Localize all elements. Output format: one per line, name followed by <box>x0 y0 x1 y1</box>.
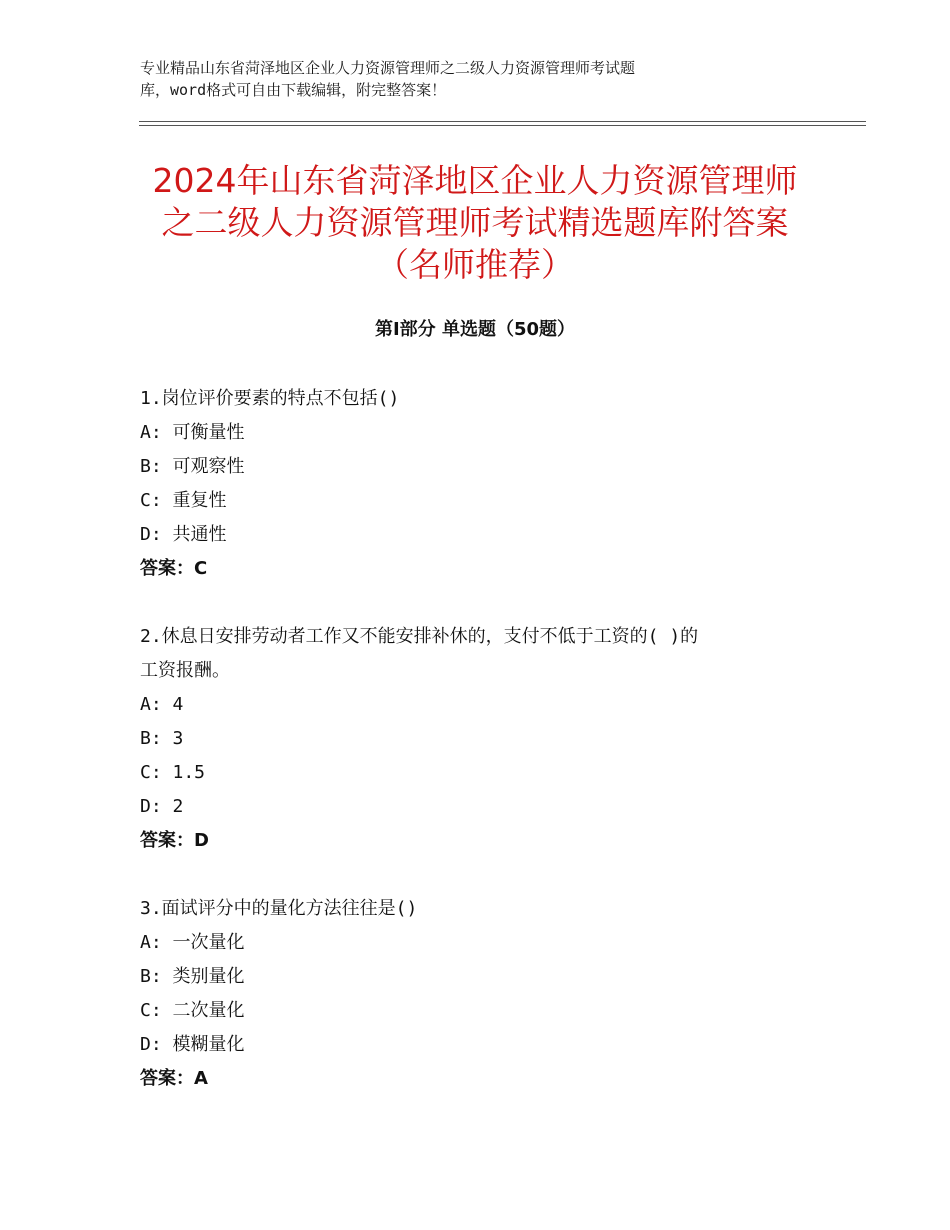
question-1 <box>140 382 820 586</box>
option-c: C: 二次量化 <box>140 1000 245 1021</box>
option-b: B: 3 <box>140 728 184 749</box>
header-note-line-2: 库，word格式可自由下载编辑，附完整答案！ <box>140 81 447 99</box>
document-title-line-1: 2024年山东省菏泽地区企业人力资源管理师 <box>152 161 798 200</box>
question-2 <box>140 620 820 858</box>
option-c: C: 1.5 <box>140 762 206 783</box>
option-b: B: 可观察性 <box>140 456 245 477</box>
answer-line: 答案：A <box>140 1068 208 1089</box>
document-title-line-3: （名师推荐） <box>376 245 574 284</box>
answer-line: 答案：D <box>140 830 209 851</box>
option-d: D: 2 <box>140 796 184 817</box>
question-stem-line-1: 2.休息日安排劳动者工作又不能安排补休的，支付不低于工资的( )的 <box>140 626 699 647</box>
option-b: B: 类别量化 <box>140 966 245 987</box>
option-c: C: 重复性 <box>140 490 227 511</box>
option-a: A: 4 <box>140 694 184 715</box>
header-note-line-1: 专业精品山东省菏泽地区企业人力资源管理师之二级人力资源管理师考试题 <box>140 59 636 77</box>
document-title <box>120 160 830 286</box>
question-3 <box>140 892 820 1096</box>
header-note <box>140 57 780 101</box>
option-d: D: 模糊量化 <box>140 1034 245 1055</box>
option-a: A: 可衡量性 <box>140 422 245 443</box>
question-list <box>140 382 820 1130</box>
question-stem: 3.面试评分中的量化方法往往是() <box>140 898 418 919</box>
option-d: D: 共通性 <box>140 524 227 545</box>
document-title-line-2: 之二级人力资源管理师考试精选题库附答案 <box>161 203 789 242</box>
answer-line: 答案：C <box>140 558 208 579</box>
header-divider <box>139 121 866 126</box>
section-title: 第Ⅰ部分 单选题（50题） <box>374 319 575 340</box>
option-a: A: 一次量化 <box>140 932 245 953</box>
question-stem: 1.岗位评价要素的特点不包括() <box>140 388 400 409</box>
question-stem-line-2: 工资报酬。 <box>140 660 230 681</box>
